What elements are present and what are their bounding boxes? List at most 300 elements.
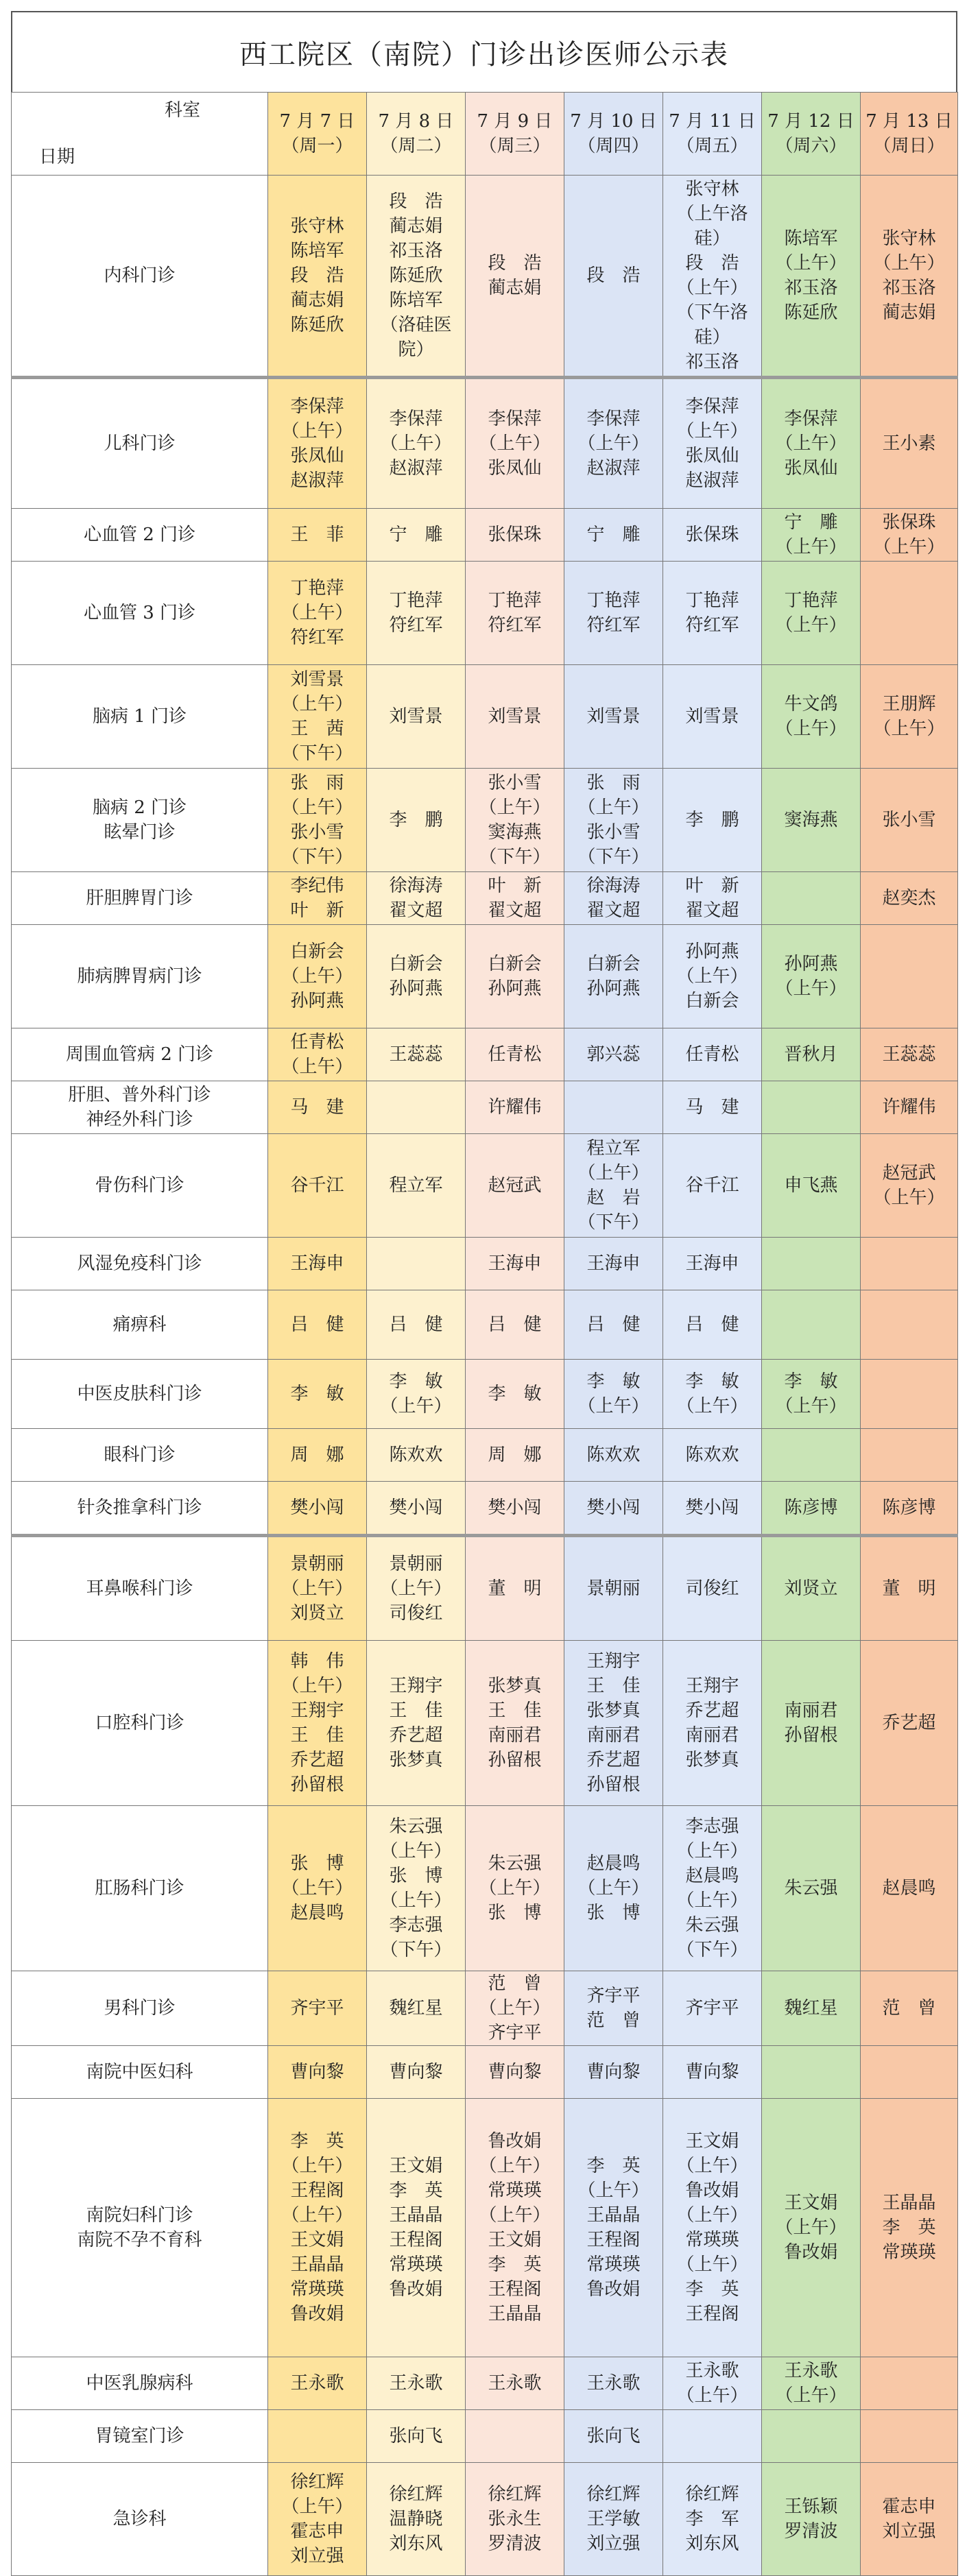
doctor-name: 朱云强 — [784, 1878, 838, 1899]
department-cell — [12, 1028, 268, 1081]
doctor-name: 张 雨 — [290, 773, 344, 793]
doctor-cell — [762, 176, 861, 378]
department-cell — [12, 2357, 268, 2410]
doctor-name: 谷千江 — [290, 1175, 344, 1196]
session-note: （上午） — [479, 1998, 551, 2019]
doctor-name: 段 浩 — [389, 191, 443, 212]
session-note: （上午） — [775, 978, 847, 999]
doctor-cell — [466, 2410, 564, 2463]
doctor-name: 陈彦博 — [882, 1497, 936, 1518]
doctor-name: 徐红辉 — [685, 2484, 739, 2505]
doctor-name: 张凤仙 — [784, 458, 838, 479]
doctor-cell — [564, 176, 663, 378]
doctor-name: 朱云强 — [389, 1816, 443, 1837]
doctor-name: 常瑛瑛 — [389, 2254, 443, 2275]
doctor-cell — [367, 1238, 466, 1290]
doctor-cell — [466, 872, 564, 925]
doctor-name: 许耀伟 — [882, 1097, 936, 1118]
doctor-name: 李志强 — [389, 1915, 443, 1936]
day-header — [762, 93, 861, 176]
doctor-name: 赵奕杰 — [882, 888, 936, 908]
doctor-cell — [762, 378, 861, 509]
doctor-cell — [663, 2357, 762, 2410]
doctor-cell — [367, 769, 466, 872]
doctor-name: 刘雪景 — [488, 706, 542, 727]
doctor-cell — [663, 378, 762, 509]
doctor-name: 乔艺超 — [586, 1750, 641, 1770]
department-name: 儿科门诊 — [104, 433, 176, 454]
doctor-name: 李 鹏 — [685, 810, 739, 830]
doctor-cell — [762, 1360, 861, 1429]
department-name: 脑病 1 门诊 — [92, 706, 187, 727]
doctor-name: 刘立强 — [290, 2546, 344, 2566]
doctor-cell — [564, 509, 663, 562]
doctor-cell — [762, 1536, 861, 1641]
doctor-cell — [466, 925, 564, 1028]
doctor-name: 齐宇平 — [290, 1998, 344, 2019]
doctor-name: 王海申 — [488, 1253, 542, 1274]
doctor-cell — [367, 2410, 466, 2463]
doctor-name: 刘立强 — [882, 2521, 936, 2542]
doctor-name: 张小雪 — [488, 773, 542, 793]
doctor-cell — [268, 2463, 367, 2576]
doctor-cell — [367, 665, 466, 769]
doctor-name: 鲁改娟 — [685, 2180, 739, 2201]
department-cell — [12, 1134, 268, 1238]
doctor-name: 马 建 — [290, 1097, 344, 1118]
doctor-name: 李 敏 — [290, 1384, 344, 1404]
doctor-cell — [367, 1482, 466, 1536]
day-date: 7 月 9 日 — [477, 111, 553, 132]
doctor-name: 翟文超 — [685, 900, 739, 921]
doctor-name: 谷千江 — [685, 1175, 739, 1196]
doctor-name: 徐红辉 — [488, 2484, 542, 2505]
doctor-name: 魏红星 — [784, 1998, 838, 2019]
doctor-name: 王翔宇 — [586, 1651, 641, 1672]
doctor-cell — [466, 1971, 564, 2046]
doctor-name: 刘雪景 — [586, 706, 641, 727]
doctor-cell — [367, 1134, 466, 1238]
department-cell — [12, 925, 268, 1028]
doctor-cell — [663, 1238, 762, 1290]
doctor-name: 王文娟 — [290, 2230, 344, 2250]
session-note: （上午） — [775, 433, 847, 454]
department-name: 骨伤科门诊 — [95, 1175, 184, 1196]
page-title: 西工院区（南院）门诊出诊医师公示表 — [11, 11, 957, 92]
doctor-name: 王铄颖 — [784, 2496, 838, 2517]
doctor-cell — [466, 2099, 564, 2357]
doctor-name: 蔺志娟 — [488, 278, 542, 298]
doctor-name: 许耀伟 — [488, 1097, 542, 1118]
doctor-name: 张保珠 — [685, 525, 739, 545]
doctor-cell — [564, 1641, 663, 1806]
doctor-cell — [663, 1971, 762, 2046]
doctor-name: 李纪伟 — [290, 876, 344, 896]
day-date: 7 月 10 日 — [570, 111, 657, 132]
doctor-name: 叶 新 — [488, 876, 542, 896]
doctor-cell — [367, 1360, 466, 1429]
doctor-cell — [268, 1290, 367, 1360]
doctor-name: 陈彦博 — [784, 1497, 838, 1518]
doctor-name: 王海申 — [586, 1253, 641, 1274]
doctor-name: 徐红辉 — [290, 2472, 344, 2492]
doctor-name: 周 娜 — [290, 1445, 344, 1465]
department-name: 针灸推拿科门诊 — [77, 1497, 202, 1518]
doctor-name: 董 明 — [882, 1578, 936, 1599]
day-date: 7 月 7 日 — [279, 111, 355, 132]
doctor-cell — [762, 1238, 861, 1290]
department-name: 内科门诊 — [104, 265, 176, 286]
department-cell — [12, 1806, 268, 1971]
doctor-name: 王蕊蕊 — [882, 1044, 936, 1065]
doctor-cell — [663, 1290, 762, 1360]
doctor-cell — [762, 2099, 861, 2357]
doctor-name: 陈延欣 — [784, 302, 838, 323]
schedule-row — [12, 562, 958, 665]
session-note: （下午） — [577, 1212, 649, 1233]
doctor-cell — [861, 1806, 958, 1971]
doctor-name: 王朋辉 — [882, 694, 936, 714]
session-note: （上午） — [873, 719, 945, 739]
department-name: 肛肠科门诊 — [95, 1878, 184, 1899]
doctor-name: 张保珠 — [488, 525, 542, 545]
doctor-cell — [466, 665, 564, 769]
doctor-name: 李 敏 — [586, 1371, 641, 1392]
doctor-name: 李 敏 — [685, 1371, 739, 1392]
doctor-name: 吕 健 — [290, 1314, 344, 1335]
doctor-name: 温静晓 — [389, 2509, 443, 2529]
doctor-name: 吕 健 — [685, 1314, 739, 1335]
corner-date-label: 日期 — [39, 147, 75, 167]
doctor-cell — [762, 1641, 861, 1806]
doctor-cell — [268, 1536, 367, 1641]
doctor-cell — [564, 1081, 663, 1134]
doctor-name: 祁玉洛 — [784, 278, 838, 298]
session-note: （上午） — [577, 2180, 649, 2201]
doctor-cell — [367, 2099, 466, 2357]
doctor-name: 王文娟 — [389, 2156, 443, 2176]
schedule-row — [12, 1238, 958, 1290]
doctor-cell — [663, 1081, 762, 1134]
doctor-name: 李 英 — [586, 2156, 641, 2176]
doctor-name: 蔺志娟 — [389, 216, 443, 237]
department-cell — [12, 1536, 268, 1641]
doctor-cell — [861, 769, 958, 872]
session-note: （上午） — [676, 2385, 748, 2406]
schedule-sheet — [11, 11, 957, 2576]
session-note: （上午） — [281, 694, 353, 714]
department-cell — [12, 2046, 268, 2099]
doctor-name: 张向飞 — [586, 2426, 641, 2446]
department-name: 南院中医妇科 — [86, 2062, 193, 2082]
doctor-name: 陈延欣 — [389, 265, 443, 286]
doctor-name: 王 茜 — [290, 719, 344, 739]
schedule-row — [12, 176, 958, 378]
doctor-cell — [564, 2357, 663, 2410]
doctor-cell — [367, 925, 466, 1028]
doctor-cell — [762, 1134, 861, 1238]
session-note: （上午） — [775, 719, 847, 739]
doctor-name: 赵冠武 — [882, 1163, 936, 1183]
session-note: （上午） — [380, 433, 452, 454]
session-note: （下午） — [479, 847, 551, 867]
doctor-cell — [564, 1429, 663, 1482]
session-note: （上午） — [281, 797, 353, 818]
day-weekday: （周二） — [380, 136, 452, 156]
doctor-cell — [762, 2463, 861, 2576]
doctor-name: 韩 伟 — [290, 1651, 344, 1672]
doctor-name: 景朝丽 — [389, 1554, 443, 1574]
session-note: （上午） — [676, 1841, 748, 1862]
doctor-name: 王永歌 — [586, 2373, 641, 2394]
doctor-cell — [861, 925, 958, 1028]
doctor-cell — [663, 1536, 762, 1641]
session-note: （上午） — [281, 2205, 353, 2226]
department-name: 肺病脾胃病门诊 — [77, 966, 202, 987]
doctor-name: 董 明 — [488, 1578, 542, 1599]
doctor-cell — [466, 1028, 564, 1081]
doctor-name: 霍志申 — [882, 2496, 936, 2517]
doctor-name: 院） — [398, 339, 434, 360]
doctor-name: 段 浩 — [685, 253, 739, 274]
day-header — [663, 93, 762, 176]
doctor-name: 张永生 — [488, 2509, 542, 2529]
doctor-name: 窦海燕 — [784, 810, 838, 830]
schedule-row — [12, 1028, 958, 1081]
doctor-cell — [268, 1238, 367, 1290]
doctor-cell — [466, 2357, 564, 2410]
department-name: 眼科门诊 — [104, 1445, 176, 1465]
doctor-name: 白新会 — [586, 954, 641, 974]
doctor-cell — [268, 562, 367, 665]
doctor-name: 丁艳萍 — [586, 590, 641, 611]
doctor-name: 南丽君 — [685, 1725, 739, 1746]
doctor-name: 符红军 — [290, 627, 344, 648]
doctor-name: 赵冠武 — [488, 1175, 542, 1196]
doctor-name: 李保萍 — [784, 409, 838, 429]
doctor-name: 李 英 — [488, 2254, 542, 2275]
doctor-name: 王蕊蕊 — [389, 1044, 443, 1065]
doctor-name: 曹向黎 — [685, 2062, 739, 2082]
schedule-row — [12, 2046, 958, 2099]
doctor-name: 陈欢欢 — [389, 1445, 443, 1465]
doctor-cell — [762, 1081, 861, 1134]
day-header — [268, 93, 367, 176]
department-cell — [12, 769, 268, 872]
doctor-cell — [663, 2463, 762, 2576]
session-note: （上午） — [281, 1878, 353, 1899]
doctor-name: 齐宇平 — [685, 1998, 739, 2019]
department-name: 耳鼻喉科门诊 — [86, 1578, 193, 1599]
doctor-name: 刘立强 — [586, 2533, 641, 2554]
session-note: （上午） — [479, 2156, 551, 2176]
doctor-cell — [861, 665, 958, 769]
doctor-cell — [466, 1238, 564, 1290]
session-note: （上午） — [281, 1057, 353, 1077]
doctor-cell — [564, 1806, 663, 1971]
doctor-name: 宁 雕 — [389, 525, 443, 545]
doctor-name: 曹向黎 — [389, 2062, 443, 2082]
session-note: （上午） — [281, 2496, 353, 2517]
doctor-name: 孙阿燕 — [586, 978, 641, 999]
doctor-name: 张梦真 — [685, 1750, 739, 1770]
doctor-name: 刘东风 — [389, 2533, 443, 2554]
doctor-cell — [663, 1028, 762, 1081]
session-note: （上午） — [479, 433, 551, 454]
day-date: 7 月 12 日 — [767, 111, 855, 132]
doctor-cell — [466, 1641, 564, 1806]
doctor-name: 李保萍 — [586, 409, 641, 429]
doctor-name: 王文娟 — [685, 2131, 739, 2152]
session-note: （上午） — [281, 1676, 353, 1696]
doctor-name: 祁玉洛 — [685, 352, 739, 372]
doctor-name: 徐海涛 — [586, 876, 641, 896]
doctor-cell — [367, 1028, 466, 1081]
doctor-name: 孙留根 — [488, 1750, 542, 1770]
doctor-name: 陈培军 — [389, 290, 443, 311]
doctor-name: 王晶晶 — [389, 2205, 443, 2226]
doctor-cell — [861, 378, 958, 509]
header-row — [12, 93, 958, 176]
doctor-cell — [861, 1429, 958, 1482]
session-note: （下午洛 — [676, 302, 748, 323]
session-note: （下午） — [676, 1940, 748, 1960]
doctor-name: 李保萍 — [685, 396, 739, 417]
doctor-cell — [367, 872, 466, 925]
doctor-cell — [268, 176, 367, 378]
doctor-name: 刘贤立 — [784, 1578, 838, 1599]
department-name: 急诊科 — [112, 2509, 167, 2529]
doctor-name: 硅） — [694, 228, 730, 249]
session-note: （上午） — [775, 537, 847, 557]
doctor-name: 景朝丽 — [586, 1578, 641, 1599]
doctor-name: 王程阁 — [389, 2230, 443, 2250]
doctor-cell — [367, 2357, 466, 2410]
doctor-name: 王晶晶 — [488, 2304, 542, 2324]
doctor-name: 朱云强 — [488, 1853, 542, 1874]
day-weekday: （周六） — [775, 136, 847, 156]
department-cell — [12, 665, 268, 769]
doctor-name: 刘雪景 — [685, 706, 739, 727]
doctor-name: 张 博 — [586, 1903, 641, 1923]
doctor-name: 白新会 — [488, 954, 542, 974]
department-name: 肝胆、普外科门诊 — [68, 1085, 211, 1105]
day-weekday: （周日） — [873, 136, 945, 156]
doctor-cell — [466, 1806, 564, 1971]
doctor-name: 刘贤立 — [290, 1603, 344, 1624]
session-note: （上午） — [479, 797, 551, 818]
session-note: （下午） — [281, 743, 353, 764]
session-note: （上午） — [676, 2254, 748, 2275]
doctor-name: 陈延欣 — [290, 315, 344, 335]
doctor-cell — [564, 1360, 663, 1429]
department-cell — [12, 872, 268, 925]
doctor-name: 张小雪 — [586, 822, 641, 843]
doctor-cell — [268, 1482, 367, 1536]
doctor-name: 张 博 — [488, 1903, 542, 1923]
session-note: （上午） — [479, 1878, 551, 1899]
department-name: 眩晕门诊 — [104, 822, 176, 843]
doctor-cell — [268, 2099, 367, 2357]
doctor-cell — [564, 378, 663, 509]
doctor-name: 王 佳 — [586, 1676, 641, 1696]
doctor-cell — [762, 1429, 861, 1482]
doctor-name: 乔艺超 — [882, 1713, 936, 1733]
doctor-cell — [367, 2046, 466, 2099]
department-cell — [12, 1290, 268, 1360]
session-note: （上午） — [676, 278, 748, 298]
department-name: 风湿免疫科门诊 — [77, 1253, 202, 1274]
department-cell — [12, 2410, 268, 2463]
doctor-name: 张 雨 — [586, 773, 641, 793]
doctor-name: 王程阁 — [290, 2180, 344, 2201]
session-note: （上午） — [873, 1188, 945, 1208]
doctor-name: 徐红辉 — [389, 2484, 443, 2505]
doctor-cell — [663, 872, 762, 925]
schedule-row — [12, 925, 958, 1028]
doctor-cell — [564, 1482, 663, 1536]
day-header — [861, 93, 958, 176]
doctor-cell — [367, 2463, 466, 2576]
schedule-row — [12, 1536, 958, 1641]
schedule-row — [12, 872, 958, 925]
doctor-name: 王文娟 — [488, 2230, 542, 2250]
doctor-name: 罗清波 — [488, 2533, 542, 2554]
corner-dept-label: 科室 — [164, 100, 200, 121]
session-note: （上午） — [281, 603, 353, 623]
department-cell — [12, 2099, 268, 2357]
doctor-name: 郭兴蕊 — [586, 1044, 641, 1065]
doctor-name: 王永歌 — [685, 2361, 739, 2381]
doctor-name: 孙阿燕 — [784, 954, 838, 974]
doctor-cell — [663, 1360, 762, 1429]
schedule-row — [12, 1429, 958, 1482]
doctor-cell — [762, 1290, 861, 1360]
doctor-name: 吕 健 — [488, 1314, 542, 1335]
doctor-cell — [564, 769, 663, 872]
doctor-name: 徐海涛 — [389, 876, 443, 896]
doctor-name: 赵晨鸣 — [586, 1853, 641, 1874]
doctor-name: 翟文超 — [389, 900, 443, 921]
doctor-name: 樊小闯 — [685, 1497, 739, 1518]
doctor-name: 陈欢欢 — [586, 1445, 641, 1465]
doctor-name: 南丽君 — [488, 1725, 542, 1746]
doctor-name: 程立军 — [389, 1175, 443, 1196]
doctor-name: 叶 新 — [290, 900, 344, 921]
doctor-cell — [466, 176, 564, 378]
doctor-name: 王 佳 — [290, 1725, 344, 1746]
doctor-name: 赵淑萍 — [389, 458, 443, 479]
doctor-cell — [268, 665, 367, 769]
doctor-name: 乔艺超 — [290, 1750, 344, 1770]
doctor-name: 王程阁 — [488, 2279, 542, 2300]
doctor-cell — [367, 1536, 466, 1641]
doctor-name: 乔艺超 — [389, 1725, 443, 1746]
day-weekday: （周四） — [577, 136, 649, 156]
doctor-cell — [268, 872, 367, 925]
department-cell — [12, 1238, 268, 1290]
doctor-cell — [268, 2357, 367, 2410]
doctor-name: 任青松 — [685, 1044, 739, 1065]
doctor-cell — [663, 1641, 762, 1806]
day-date: 7 月 13 日 — [865, 111, 953, 132]
doctor-cell — [762, 1971, 861, 2046]
doctor-cell — [861, 2046, 958, 2099]
department-name: 肝胆脾胃门诊 — [86, 888, 193, 908]
session-note: （上午） — [676, 1890, 748, 1911]
doctor-cell — [861, 1134, 958, 1238]
doctor-name: 李 英 — [389, 2180, 443, 2201]
